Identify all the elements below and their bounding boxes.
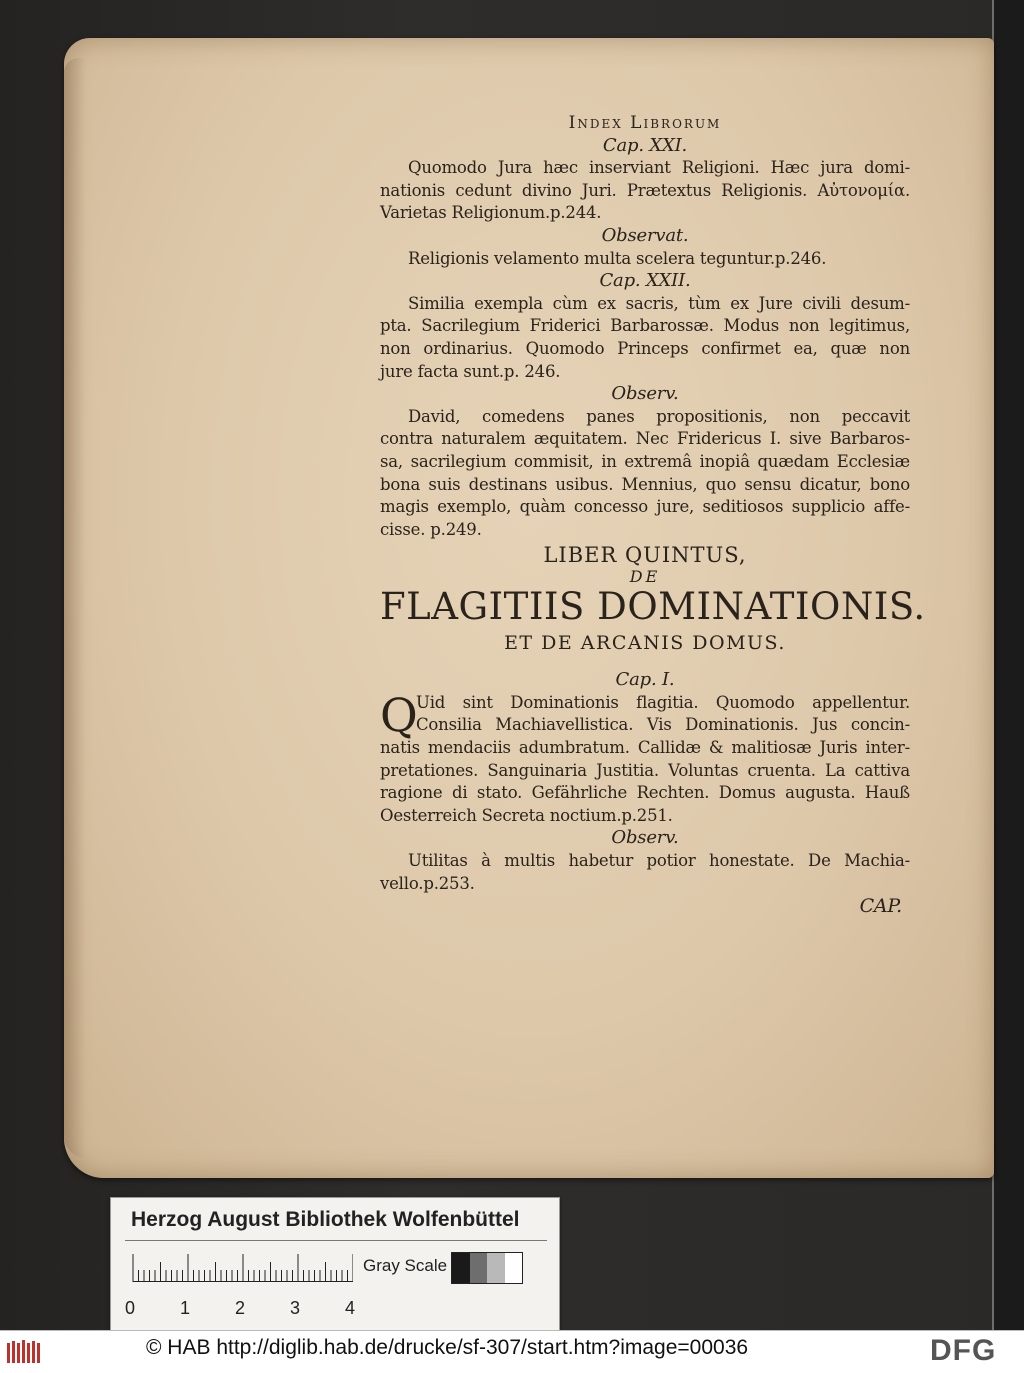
text-line: Utilitas à multis habetur potior honestate. De Machia-: [408, 851, 910, 871]
cap21-heading: Cap. XXI.: [602, 134, 688, 156]
institution-name: Herzog August Bibliothek Wolfenbüttel: [131, 1208, 520, 1231]
copyright-url[interactable]: © HAB http://diglib.hab.de/drucke/sf-307/start.htm?image=00036: [146, 1336, 749, 1359]
label-divider: [125, 1240, 547, 1241]
gray-scale-strip: [451, 1252, 523, 1284]
observ-heading: Observ.: [611, 827, 679, 849]
scan-board-edge: [992, 0, 1024, 1330]
sub-title: ET DE ARCANIS DOMUS.: [504, 632, 786, 655]
ruler-numbers: [123, 1298, 363, 1320]
ruler-scale: [131, 1252, 353, 1282]
text-line: Oesterreich Secreta noctium.p.251.: [380, 805, 673, 825]
liber-heading: LIBER QUINTUS,: [543, 543, 747, 568]
text-line: jure facta sunt.p. 246.: [380, 361, 561, 381]
gray-scale-label: Gray Scale: [363, 1256, 448, 1275]
text-line: ragione di stato. Gefährliche Rechten. Domus augusta. Hauß: [380, 783, 910, 803]
text-line: cisse. p.249.: [380, 519, 482, 539]
ruler-number: 1: [180, 1298, 191, 1318]
gray-swatch: [487, 1253, 505, 1283]
hab-logo-icon: [6, 1339, 42, 1365]
text-line: pretationes. Sanguinaria Justitia. Voluntas cruenta. La cattiva: [380, 760, 910, 780]
cap22-heading: Cap. XXII.: [599, 270, 691, 292]
page-text: [380, 112, 926, 918]
text-line: Quomodo Jura hæc inserviant Religioni. Hæc jura domi-: [408, 158, 910, 178]
catchword: CAP.: [859, 895, 902, 918]
text-line: natis mendaciis adumbratum. Callidæ & malitiosæ Juris inter-: [380, 738, 910, 758]
text-line: Consilia Machiavellistica. Vis Dominationis. Jus concin-: [416, 715, 910, 735]
ruler-number: 3: [290, 1298, 301, 1318]
text-line: non ordinarius. Quomodo Princeps confirmet ea, quæ non: [380, 338, 910, 358]
gray-swatch: [470, 1253, 488, 1283]
ruler-number: 2: [235, 1298, 246, 1318]
text-line: sa, sacrilegium commisit, in extremâ inopiâ quædam Ecclesiæ: [380, 451, 910, 471]
ruler-number: 4: [345, 1298, 356, 1318]
main-title: FLAGITIIS DOMINATIONIS.: [380, 585, 926, 629]
text-line: pta. Sacrilegium Friderici Barbarossæ. Modus non legitimus,: [380, 316, 910, 336]
cap1-paragraph: [380, 687, 910, 828]
dfg-logo: DFG: [930, 1334, 997, 1367]
gray-swatch: [452, 1253, 470, 1283]
text-line: vello.p.253.: [380, 873, 475, 893]
drop-cap: Q: [380, 687, 418, 742]
ruler-number: 0: [125, 1298, 136, 1318]
text-line: bona suis destinans usibus. Mennius, quo sensu dicatur, bono: [380, 474, 910, 494]
text-line: Similia exempla cùm ex sacris, tùm ex Jure civili desum-: [408, 293, 910, 313]
text-line: Varietas Religionum.p.244.: [380, 203, 602, 223]
library-label-card: [110, 1197, 560, 1331]
text-line: nationis cedunt divino Juri. Prætextus Religionis. Αὐτονομία.: [380, 180, 910, 200]
observ-heading: Observ.: [611, 383, 679, 405]
gray-swatch: [505, 1253, 523, 1283]
book-page: [64, 38, 994, 1178]
cap1-heading: Cap. I.: [615, 669, 675, 691]
text-line: magis exemplo, quàm concesso jure, seditiosos supplicio affe-: [380, 497, 910, 517]
de-word: DE: [629, 567, 661, 587]
spacer: [380, 657, 910, 669]
text-line: David, comedens panes propositionis, non peccavit: [408, 406, 910, 426]
running-head: Index Librorum: [568, 113, 722, 133]
text-line: Religionis velamento multa scelera teguntur.p.246.: [408, 248, 827, 268]
text-line: Uid sint Dominationis flagitia. Quomodo appellentur.: [416, 692, 910, 712]
footer-bar: [0, 1330, 1024, 1373]
observat-heading: Observat.: [601, 224, 689, 246]
text-line: contra naturalem æquitatem. Nec Fridericus I. sive Barbaros-: [380, 429, 910, 449]
